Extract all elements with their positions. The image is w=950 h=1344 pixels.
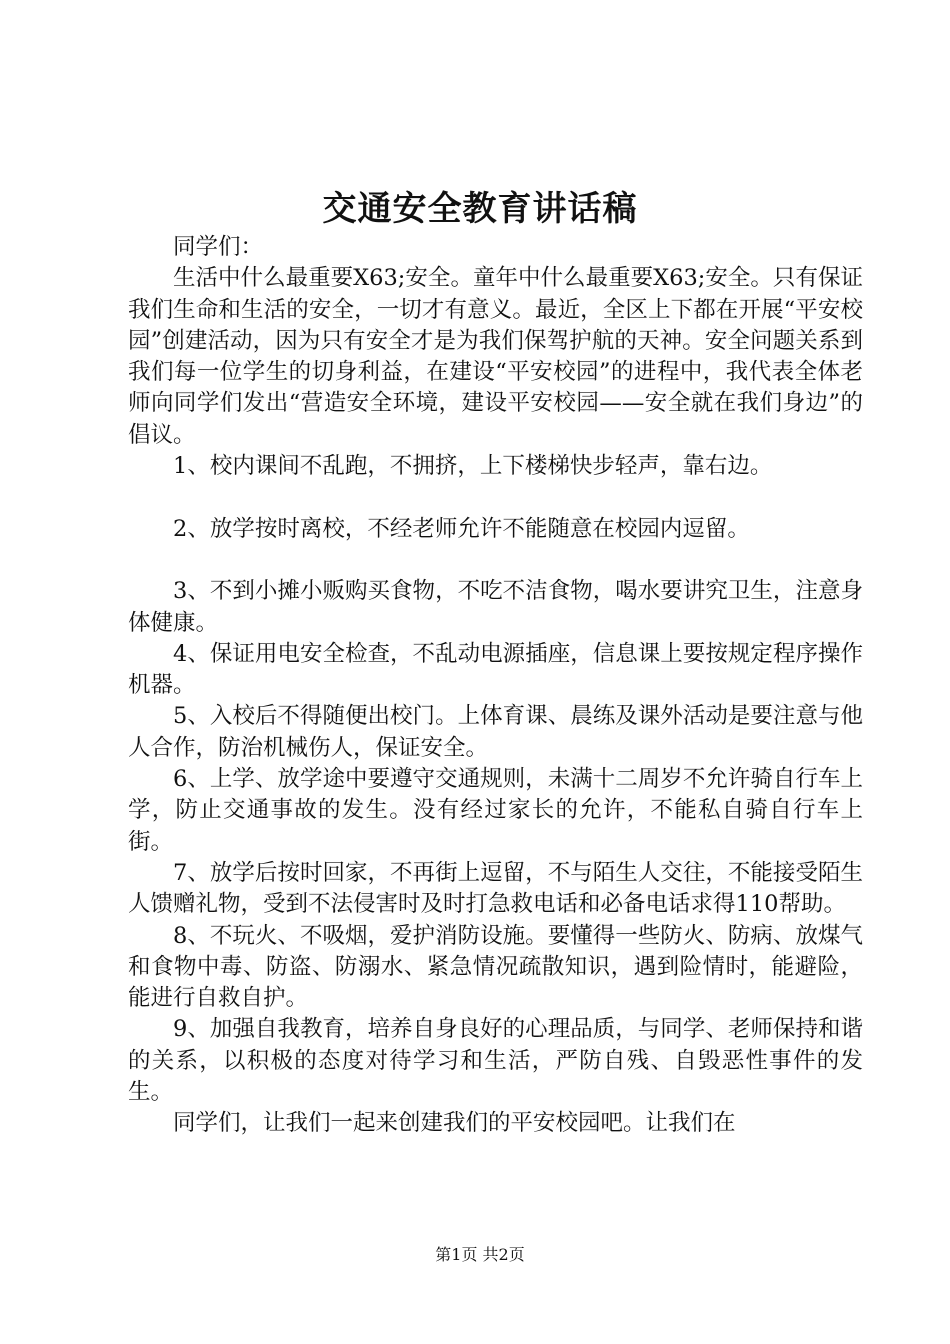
paragraph-spacer [128, 482, 863, 513]
paragraph-item-9: 9、加强自我教育，培养自身良好的心理品质，与同学、老师保持和谐的关系，以积极的态度对待学习和生活，严防自残、自毁恶性事件的发生。 [128, 1016, 863, 1106]
paragraph-item-7: 7、放学后按时回家，不再街上逗留，不与陌生人交往，不能接受陌生人馈赠礼物，受到不法侵害时及时打急救电话和必备电话求得110帮助。 [128, 859, 863, 918]
paragraph-item-6: 6、上学、放学途中要遵守交通规则，未满十二周岁不允许骑自行车上学，防止交通事故的发生。没有经过家长的允许，不能私自骑自行车上街。 [128, 766, 863, 855]
page-footer: 第1页 共2页 [435, 1245, 525, 1264]
paragraph-item-4: 4、保证用电安全检查，不乱动电源插座，信息课上要按规定程序操作机器。 [128, 640, 863, 699]
salutation: 同学们： [173, 234, 264, 260]
paragraph-intro: 生活中什么最重要X63;安全。童年中什么最重要X63;安全。只有保证我们生命和生活的安全，一切才有意义。最近，全区上下都在开展“平安校园”创建活动，因为只有安全才是为我们保驾护航的天神。安全问题关系到我们每一位学生的切身利益，在建设“平安校园”的进程中，我代表全体老师向同学们发出“营造安全环境，建设平安校园——安全就在我们身边”的倡议。 [128, 265, 863, 448]
paragraph-spacer [128, 545, 863, 576]
document-title: 交通安全教育讲话稿 [322, 189, 638, 229]
paragraph-item-5: 5、入校后不得随便出校门。上体育课、晨练及课外活动是要注意与他人合作，防治机械伤人，保证安全。 [128, 703, 863, 761]
paragraph-closing: 同学们，让我们一起来创建我们的平安校园吧。让我们在 [173, 1110, 736, 1137]
paragraph-item-1: 1、校内课间不乱跑，不拥挤，上下楼梯快步轻声，靠右边。 [173, 453, 773, 480]
paragraph-item-2: 2、放学按时离校，不经老师允许不能随意在校园内逗留。 [173, 515, 750, 542]
paragraph-item-3: 3、不到小摊小贩购买食物，不吃不洁食物，喝水要讲究卫生，注意身体健康。 [128, 578, 863, 636]
document-body [128, 232, 863, 1140]
paragraph-item-8: 8、不玩火、不吸烟，爱护消防设施。要懂得一些防火、防病、放煤气和食物中毒、防盗、防溺水、紧急情况疏散知识，遇到险情时，能避险，能进行自救自护。 [128, 922, 863, 1012]
